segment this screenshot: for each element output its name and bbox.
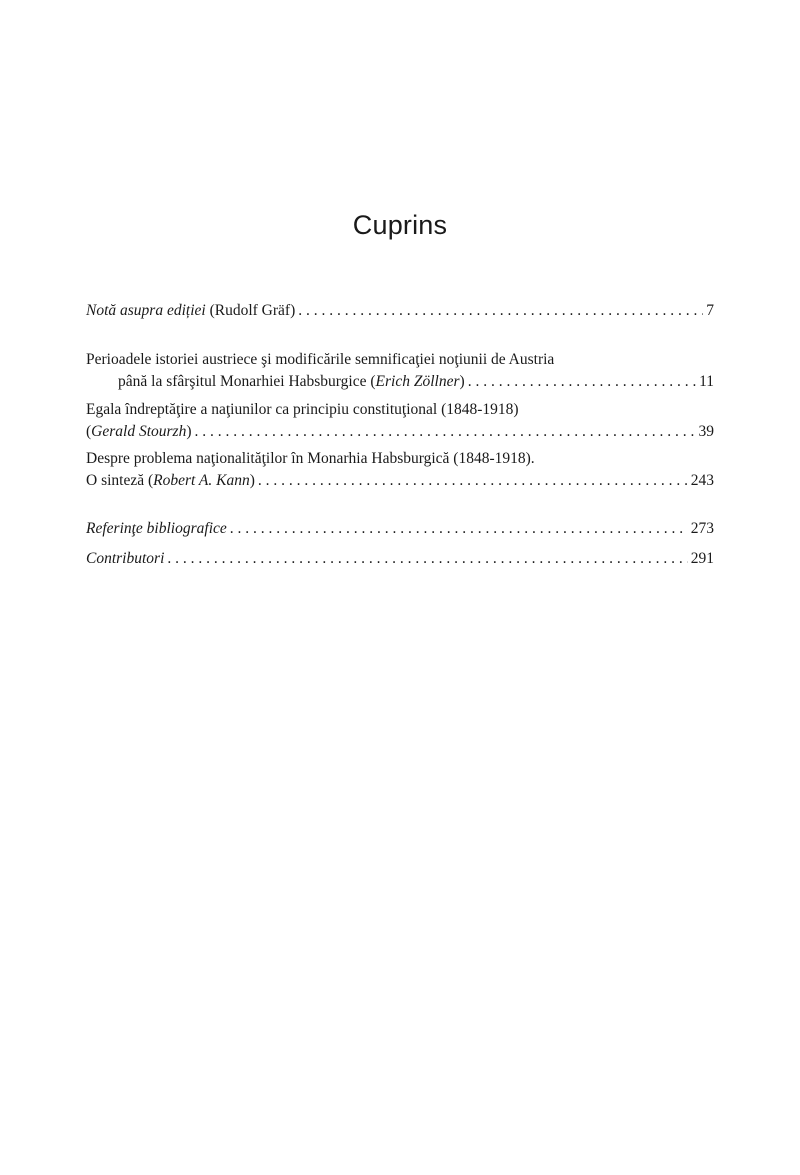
dot-leader (195, 421, 696, 443)
toc-entry-stourzh[interactable] (86, 399, 714, 443)
dot-leader (468, 371, 696, 393)
page-number: 273 (690, 520, 714, 537)
toc-entry-bibliography[interactable] (86, 518, 714, 540)
entry-title-continued: (Gerald Stourzh) (86, 423, 192, 440)
page-number: 11 (699, 373, 714, 390)
entry-title: Egala îndreptăţire a naţiunilor ca principiu constituţional (1848-1918) (86, 401, 519, 418)
entry-title: Contributori (86, 550, 165, 567)
entry-title-continued: O sinteză (Robert A. Kann) (86, 472, 255, 489)
page-title: Cuprins (352, 210, 448, 240)
entry-author: Erich Zöllner (375, 373, 460, 390)
page-number: 291 (690, 550, 714, 567)
entry-title: Despre problema naţionalităţilor în Monarhia Habsburgică (1848-1918). (86, 450, 535, 467)
entry-author: Robert A. Kann (153, 472, 250, 489)
entry-title: Referinţe bibliografice (86, 520, 227, 537)
entry-title: Notă asupra ediției (Rudolf Gräf) (86, 302, 296, 319)
dot-leader (298, 300, 703, 322)
page-number: 39 (698, 423, 714, 440)
entry-title-continued: până la sfârşitul Monarhiei Habsburgice (Erich Zöllner) (118, 373, 465, 390)
dot-leader (258, 470, 688, 492)
dot-leader (167, 548, 687, 570)
page-number: 7 (706, 302, 714, 319)
toc-entry-contributors[interactable] (86, 548, 714, 570)
dot-leader (230, 518, 688, 540)
toc-entry-editors-note[interactable] (86, 300, 714, 322)
toc-entry-zollner[interactable] (86, 349, 714, 393)
entry-author: Rudolf Gräf (214, 302, 291, 319)
entry-author: Gerald Stourzh (91, 423, 187, 440)
entry-title: Perioadele istoriei austriece şi modificările semnificaţiei noţiunii de Austria (86, 351, 555, 368)
toc-entry-kann[interactable] (86, 448, 714, 492)
page-number: 243 (690, 472, 714, 489)
